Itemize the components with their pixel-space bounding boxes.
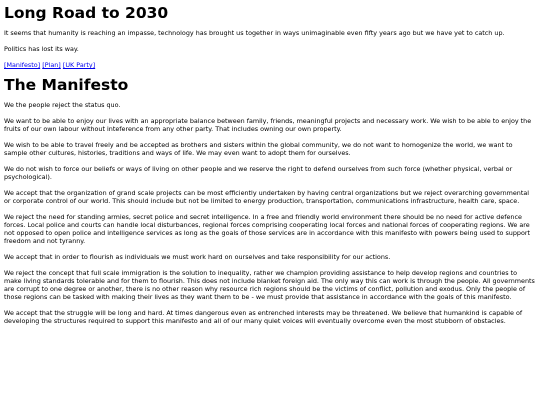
manifesto-paragraph: We accept that the organization of grand scale projects can be most efficiently undertaken by having central organizations but we reject overarching governmental or corporate control of our world. This should include but not be limited to energy production, transportation, communications infrastructure, health care, space.	[4, 189, 530, 205]
manifesto-paragraph: We reject the need for standing armies, secret police and secret intelligence. In a free and friendly world environment there should be no need for active defence forces. Local police and courts can handle local disturbances, regional forces comprising cooperating local forces and national forces of cooperating regions. We are not opposed to open police and intelligence services as long as the goals of those services are in accordance with this manifesto with powers being used to support freedom and not tyranny.	[4, 213, 531, 245]
nav-link-uk-party[interactable]: [UK Party]	[62, 61, 96, 69]
manifesto-heading: The Manifesto	[4, 76, 129, 94]
manifesto-paragraph: We want to be able to enjoy our lives with an appropriate balance between family, friends, meaningful projects and necessary work. We wish to be able to enjoy the fruits of our own labour without inteference from any other party. That includes owning our own property.	[4, 117, 532, 133]
manifesto-paragraph: We reject the concept that full scale immigration is the solution to inequality, rather we champion providing assistance to help develop regions and countries to make living standards tolerable and for them to flourish. This does not include blanket foreign aid. The only way this can work is through the people. All governments are corrupt to one degree or another, there is no other reason why resource rich regions should be the victims of conflict, pollution and exodus. Only the people of those regions can be tasked with making their lives as they want them to be - we must provide that assistance in accordance with the goals of this manifesto.	[4, 269, 535, 301]
manifesto-paragraph: We accept that in order to flourish as individuals we must work hard on ourselves and take responsibility for our actions.	[4, 253, 391, 261]
manifesto-paragraph: We do not wish to force our beliefs or ways of living on other people and we reserve the right to defend ourselves from such force (whether physical, verbal or psychological).	[4, 165, 513, 181]
page-title: Long Road to 2030	[4, 4, 169, 22]
manifesto-paragraph: We wish to be able to travel freely and be accepted as brothers and sisters within the global community, we do not want to homogenize the world, we want to sample other cultures, histories, traditions and ways of life. We may even want to adopt them for ourselves.	[4, 141, 513, 157]
manifesto-paragraph: We the people reject the status quo.	[4, 101, 121, 109]
nav-link-manifesto[interactable]: [Manifesto]	[4, 61, 41, 69]
nav-link-plan[interactable]: [Plan]	[42, 61, 61, 69]
politics-text: Politics has lost its way.	[4, 45, 79, 53]
nav-links	[4, 61, 536, 69]
manifesto-paragraph: We accept that the struggle will be long and hard. At times dangerous even as entrenched interests may be threatened. We believe that humankind is capable of developing the structures required to support this manifesto and all of our many quiet voices will eventually overcome even the most stubborn of obstacles.	[4, 309, 523, 325]
intro-text: It seems that humanity is reaching an impasse, technology has brought us together in ways unimaginable even fifty years ago but we have yet to catch up.	[4, 29, 505, 37]
